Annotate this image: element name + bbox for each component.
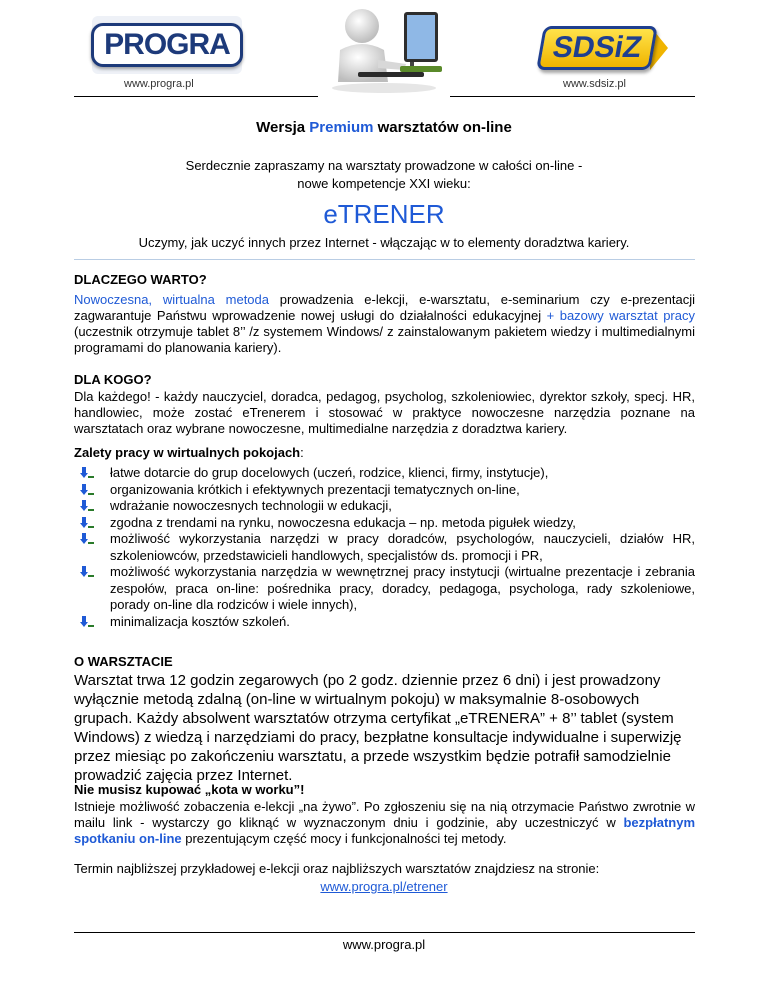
advantage-item-text: organizowania krótkich i efektywnych prezentacji tematycznych on-line,	[110, 481, 520, 497]
advantage-item	[80, 614, 695, 631]
footer-divider	[74, 932, 695, 933]
advantage-item	[80, 515, 695, 532]
intro-line-2: nowe kompetencje XXI wieku:	[297, 176, 471, 191]
down-arrow-bullet-icon	[80, 500, 94, 513]
term-link-wrap	[0, 878, 768, 896]
header-divider-right	[450, 96, 695, 97]
progra-url[interactable]: www.progra.pl	[124, 78, 194, 90]
intro-line-1: Serdecznie zapraszamy na warsztaty prowadzone w całości on-line -	[185, 158, 583, 173]
sdsiz-url[interactable]: www.sdsiz.pl	[563, 78, 626, 90]
advantage-item	[80, 498, 695, 515]
etrener-link[interactable]: www.progra.pl/etrener	[320, 879, 448, 894]
why-text: Nowoczesna, wirtualna metoda prowadzenia e-lekcji, e-warsztatu, e-seminarium czy e-prezentacji zagwarantuje Państwu wprowadzenie nowej usługi do działalności edukacyjnej + bazowy warsztat pracy (uczestnik otrzymuje tablet 8’’ /z systemem Windows/ z zainstalowanym pakietem wiedzy i multimedialnymi programami do planowania kariery).	[74, 292, 695, 355]
down-arrow-bullet-icon	[80, 533, 94, 546]
about-text: Warsztat trwa 12 godzin zegarowych (po 2 godz. dziennie przez 6 dni) i jest prowadzony wyłącznie metodą zdalną (on-line w wirtualnym pokoju) w maksymalnie 8-osobowych grupach. Każdy absolwent warsztatów otrzyma certyfikat „eTRENERA” + 8’’ tablet (system Windows) z wiedzą i narzędziami do pracy, bezpłatne konsultacje indywidualne i superwizję przez miesiąc po zakończeniu warsztatu, a przede wszystkim będzie potrafił samodzielnie prowadzić zajęcia przez Internet.	[74, 672, 682, 784]
down-arrow-bullet-icon	[80, 616, 94, 629]
advantage-item-text: możliwość wykorzystania narzędzi w pracy doradców, psychologów, nauczycieli, działów HR, szkoleniowców, przedstawicieli handlowych, specjalistów ds. promocji i PR,	[110, 531, 695, 563]
advantage-item-text: możliwość wykorzystania narzędzia w wewnętrznej pracy instytucji (wirtualne prezentacje i zebrania zespołów, praca on-line: pośrednika pracy, doradcy, pedagoga, psychologa, rady szkoleniowe, porady on-line dla rodziców i wiele innych),	[110, 564, 695, 612]
down-arrow-bullet-icon	[80, 517, 94, 530]
why-heading: DLACZEGO WARTO?	[74, 272, 207, 287]
free-meeting-highlight: bezpłatnym spotkaniu on-line	[74, 815, 695, 846]
no-cat-heading: Nie musisz kupować „kota w worku”!	[74, 782, 305, 797]
progra-logo-text: PROGRA	[91, 23, 243, 67]
section-divider	[74, 259, 695, 260]
sdsiz-logo	[540, 22, 690, 74]
advantage-item-text: wdrażanie nowoczesnych technologii w edukacji,	[110, 498, 392, 513]
advantage-item-text: minimalizacja kosztów szkoleń.	[110, 613, 290, 629]
down-arrow-bullet-icon	[80, 484, 94, 497]
advantages-list	[80, 465, 695, 630]
advantage-item	[80, 564, 695, 614]
for-whom-text: Dla każdego! - każdy nauczyciel, doradca, pedagog, psycholog, szkoleniowiec, dyrektor szkoły, specj. HR, handlowiec, może zostać eTrenerem i stosować w praktyce nowoczesne narzędzia poznane na warsztatach oraz wybrane nowoczesne, multimedialne narzędzia z doradztwa kariery.	[74, 389, 695, 436]
premium-highlight: Premium	[309, 119, 374, 136]
advantage-item	[80, 531, 695, 564]
about-heading: O WARSZTACIE	[74, 654, 173, 669]
page-title: Wersja Premium warsztatów on-line	[256, 119, 512, 136]
advantage-item-text: zgodna z trendami na rynku, nowoczesna edukacja – np. metoda pigułek wiedzy,	[110, 514, 576, 530]
term-text: Termin najbliższej przykładowej e-lekcji oraz najbliższych warsztatów znajdziesz na stronie:	[74, 861, 600, 876]
advantage-item	[80, 482, 695, 499]
footer-url[interactable]: www.progra.pl	[342, 937, 426, 952]
header-divider-left	[74, 96, 318, 97]
advantage-item-text: łatwe dotarcie do grup docelowych (uczeń, rodzice, klienci, firmy, instytucje),	[110, 465, 549, 480]
no-cat-text: Istnieje możliwość zobaczenia e-lekcji „na żywo”. Po zgłoszeniu się na nią otrzymacie Państwo zwrotnie w mailu link - wystarczy go kliknąć w wyznaczonym dniu i godzinie, aby uczestniczyć w bezpłatnym spotkaniu on-line prezentującym część mocy i funkcjonalności tej metody.	[74, 799, 695, 846]
advantage-item	[80, 465, 695, 482]
intro-tagline: Uczymy, jak uczyć innych przez Internet - włączając w to elementy doradztwa kariery.	[138, 235, 630, 250]
person-at-computer-icon	[318, 4, 452, 96]
progra-logo	[92, 16, 242, 74]
for-whom-heading: DLA KOGO?	[74, 372, 152, 387]
sdsiz-logo-text: SDSiZ	[536, 26, 658, 70]
down-arrow-bullet-icon	[80, 566, 94, 579]
advantages-heading: Zalety pracy w wirtualnych pokojach:	[74, 445, 304, 460]
etrener-brand: eTRENER	[323, 199, 445, 229]
down-arrow-bullet-icon	[80, 467, 94, 480]
